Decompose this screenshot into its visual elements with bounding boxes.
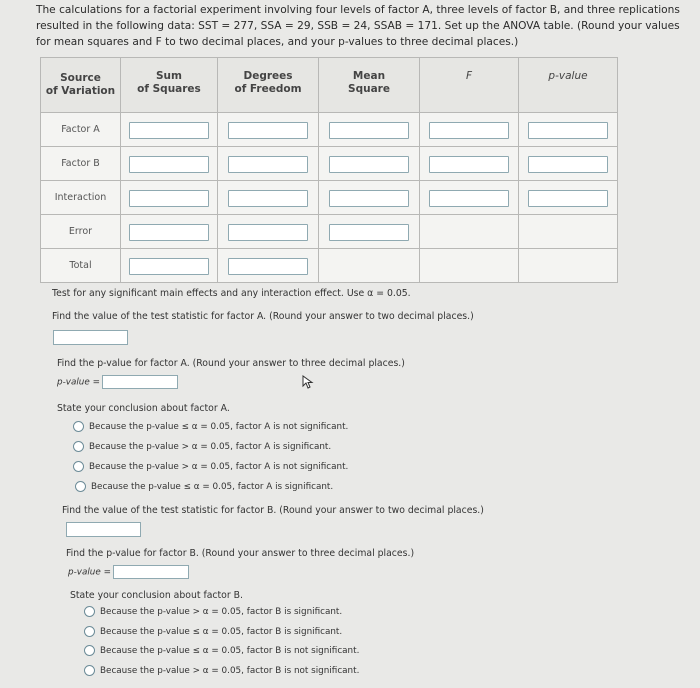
- row-label-interaction: Interaction: [41, 181, 121, 215]
- interaction-ms-input[interactable]: [329, 190, 409, 207]
- anova-header-row: [41, 58, 618, 113]
- factor-b-pvalue-input[interactable]: [528, 156, 608, 173]
- factor-a-pvalue-label: p-value =: [57, 377, 100, 388]
- interaction-f-input[interactable]: [429, 190, 509, 207]
- header-p-value: p-value: [519, 58, 618, 113]
- radio-icon[interactable]: [75, 481, 86, 492]
- header-source: Source of Variation: [41, 58, 121, 113]
- total-ss-input[interactable]: [129, 258, 209, 275]
- row-label-total: Total: [41, 249, 121, 283]
- factor-a-option-2[interactable]: Because the p-value > α = 0.05, factor A is significant.: [73, 441, 331, 452]
- factor-a-option-3[interactable]: Because the p-value > α = 0.05, factor A is not significant.: [73, 461, 348, 472]
- radio-icon[interactable]: [84, 645, 95, 656]
- factor-b-ms-input[interactable]: [329, 156, 409, 173]
- header-sum-of-squares: Sum of Squares: [121, 58, 218, 113]
- interaction-ss-input[interactable]: [129, 190, 209, 207]
- factor-b-f-input[interactable]: [429, 156, 509, 173]
- factor-a-pvalue-input[interactable]: [528, 122, 608, 139]
- factor-b-option-2[interactable]: Because the p-value ≤ α = 0.05, factor B is significant.: [84, 626, 342, 637]
- factor-a-pvalue-row: [57, 375, 178, 389]
- radio-icon[interactable]: [73, 441, 84, 452]
- interaction-pvalue-input[interactable]: [528, 190, 608, 207]
- factor-b-ss-input[interactable]: [129, 156, 209, 173]
- factor-b-test-stat-input[interactable]: [66, 522, 141, 537]
- header-degrees-of-freedom: Degrees of Freedom: [218, 58, 319, 113]
- error-ms-input[interactable]: [329, 224, 409, 241]
- radio-icon[interactable]: [73, 421, 84, 432]
- factor-a-pvalue-input[interactable]: [102, 375, 178, 389]
- radio-icon[interactable]: [84, 665, 95, 676]
- header-f: F: [420, 58, 519, 113]
- factor-b-option-4[interactable]: Because the p-value > α = 0.05, factor B is not significant.: [84, 665, 359, 676]
- factor-a-pvalue-prompt: Find the p-value for factor A. (Round your answer to three decimal places.): [57, 358, 405, 369]
- anova-table: [40, 57, 618, 283]
- factor-b-test-stat-prompt: Find the value of the test statistic for factor B. (Round your answer to two decimal places.): [62, 505, 484, 516]
- factor-a-conclusion-prompt: State your conclusion about factor A.: [57, 403, 230, 414]
- factor-a-test-stat-input[interactable]: [53, 330, 128, 345]
- factor-b-pvalue-row: [68, 565, 189, 579]
- factor-b-pvalue-input[interactable]: [113, 565, 189, 579]
- factor-a-f-input[interactable]: [429, 122, 509, 139]
- factor-b-pvalue-label: p-value =: [68, 567, 111, 578]
- row-label-factor-b: Factor B: [41, 147, 121, 181]
- factor-a-option-1[interactable]: Because the p-value ≤ α = 0.05, factor A is not significant.: [73, 421, 348, 432]
- table-row-error: [41, 215, 618, 249]
- table-row-total: [41, 249, 618, 283]
- factor-a-ss-input[interactable]: [129, 122, 209, 139]
- factor-a-ms-input[interactable]: [329, 122, 409, 139]
- table-row-interaction: [41, 181, 618, 215]
- factor-b-option-3[interactable]: Because the p-value ≤ α = 0.05, factor B is not significant.: [84, 645, 359, 656]
- row-label-error: Error: [41, 215, 121, 249]
- radio-icon[interactable]: [73, 461, 84, 472]
- mouse-cursor-icon: [302, 375, 314, 389]
- row-label-factor-a: Factor A: [41, 113, 121, 147]
- factor-b-option-1[interactable]: Because the p-value > α = 0.05, factor B is significant.: [84, 606, 342, 617]
- header-mean-square: Mean Square: [319, 58, 420, 113]
- factor-b-conclusion-prompt: State your conclusion about factor B.: [70, 590, 243, 601]
- factor-a-option-4[interactable]: Because the p-value ≤ α = 0.05, factor A is significant.: [75, 481, 333, 492]
- radio-icon[interactable]: [84, 606, 95, 617]
- table-row-factor-b: [41, 147, 618, 181]
- total-df-input[interactable]: [228, 258, 308, 275]
- radio-icon[interactable]: [84, 626, 95, 637]
- factor-a-test-stat-prompt: Find the value of the test statistic for factor A. (Round your answer to two decimal places.): [52, 311, 474, 322]
- factor-b-df-input[interactable]: [228, 156, 308, 173]
- error-ss-input[interactable]: [129, 224, 209, 241]
- problem-statement: The calculations for a factorial experiment involving four levels of factor A, three levels of factor B, and three replications resulted in the following data: SST = 277, SSA = 29, SSB = 24, SSAB = 171. Set up the ANOVA table. (Round your values for mean squares and F to two decimal places, and your p-values to three decimal places.): [36, 4, 680, 48]
- significance-prompt: Test for any significant main effects and any interaction effect. Use α = 0.05.: [52, 288, 411, 299]
- error-df-input[interactable]: [228, 224, 308, 241]
- factor-a-df-input[interactable]: [228, 122, 308, 139]
- table-row-factor-a: [41, 113, 618, 147]
- interaction-df-input[interactable]: [228, 190, 308, 207]
- factor-b-pvalue-prompt: Find the p-value for factor B. (Round your answer to three decimal places.): [66, 548, 415, 559]
